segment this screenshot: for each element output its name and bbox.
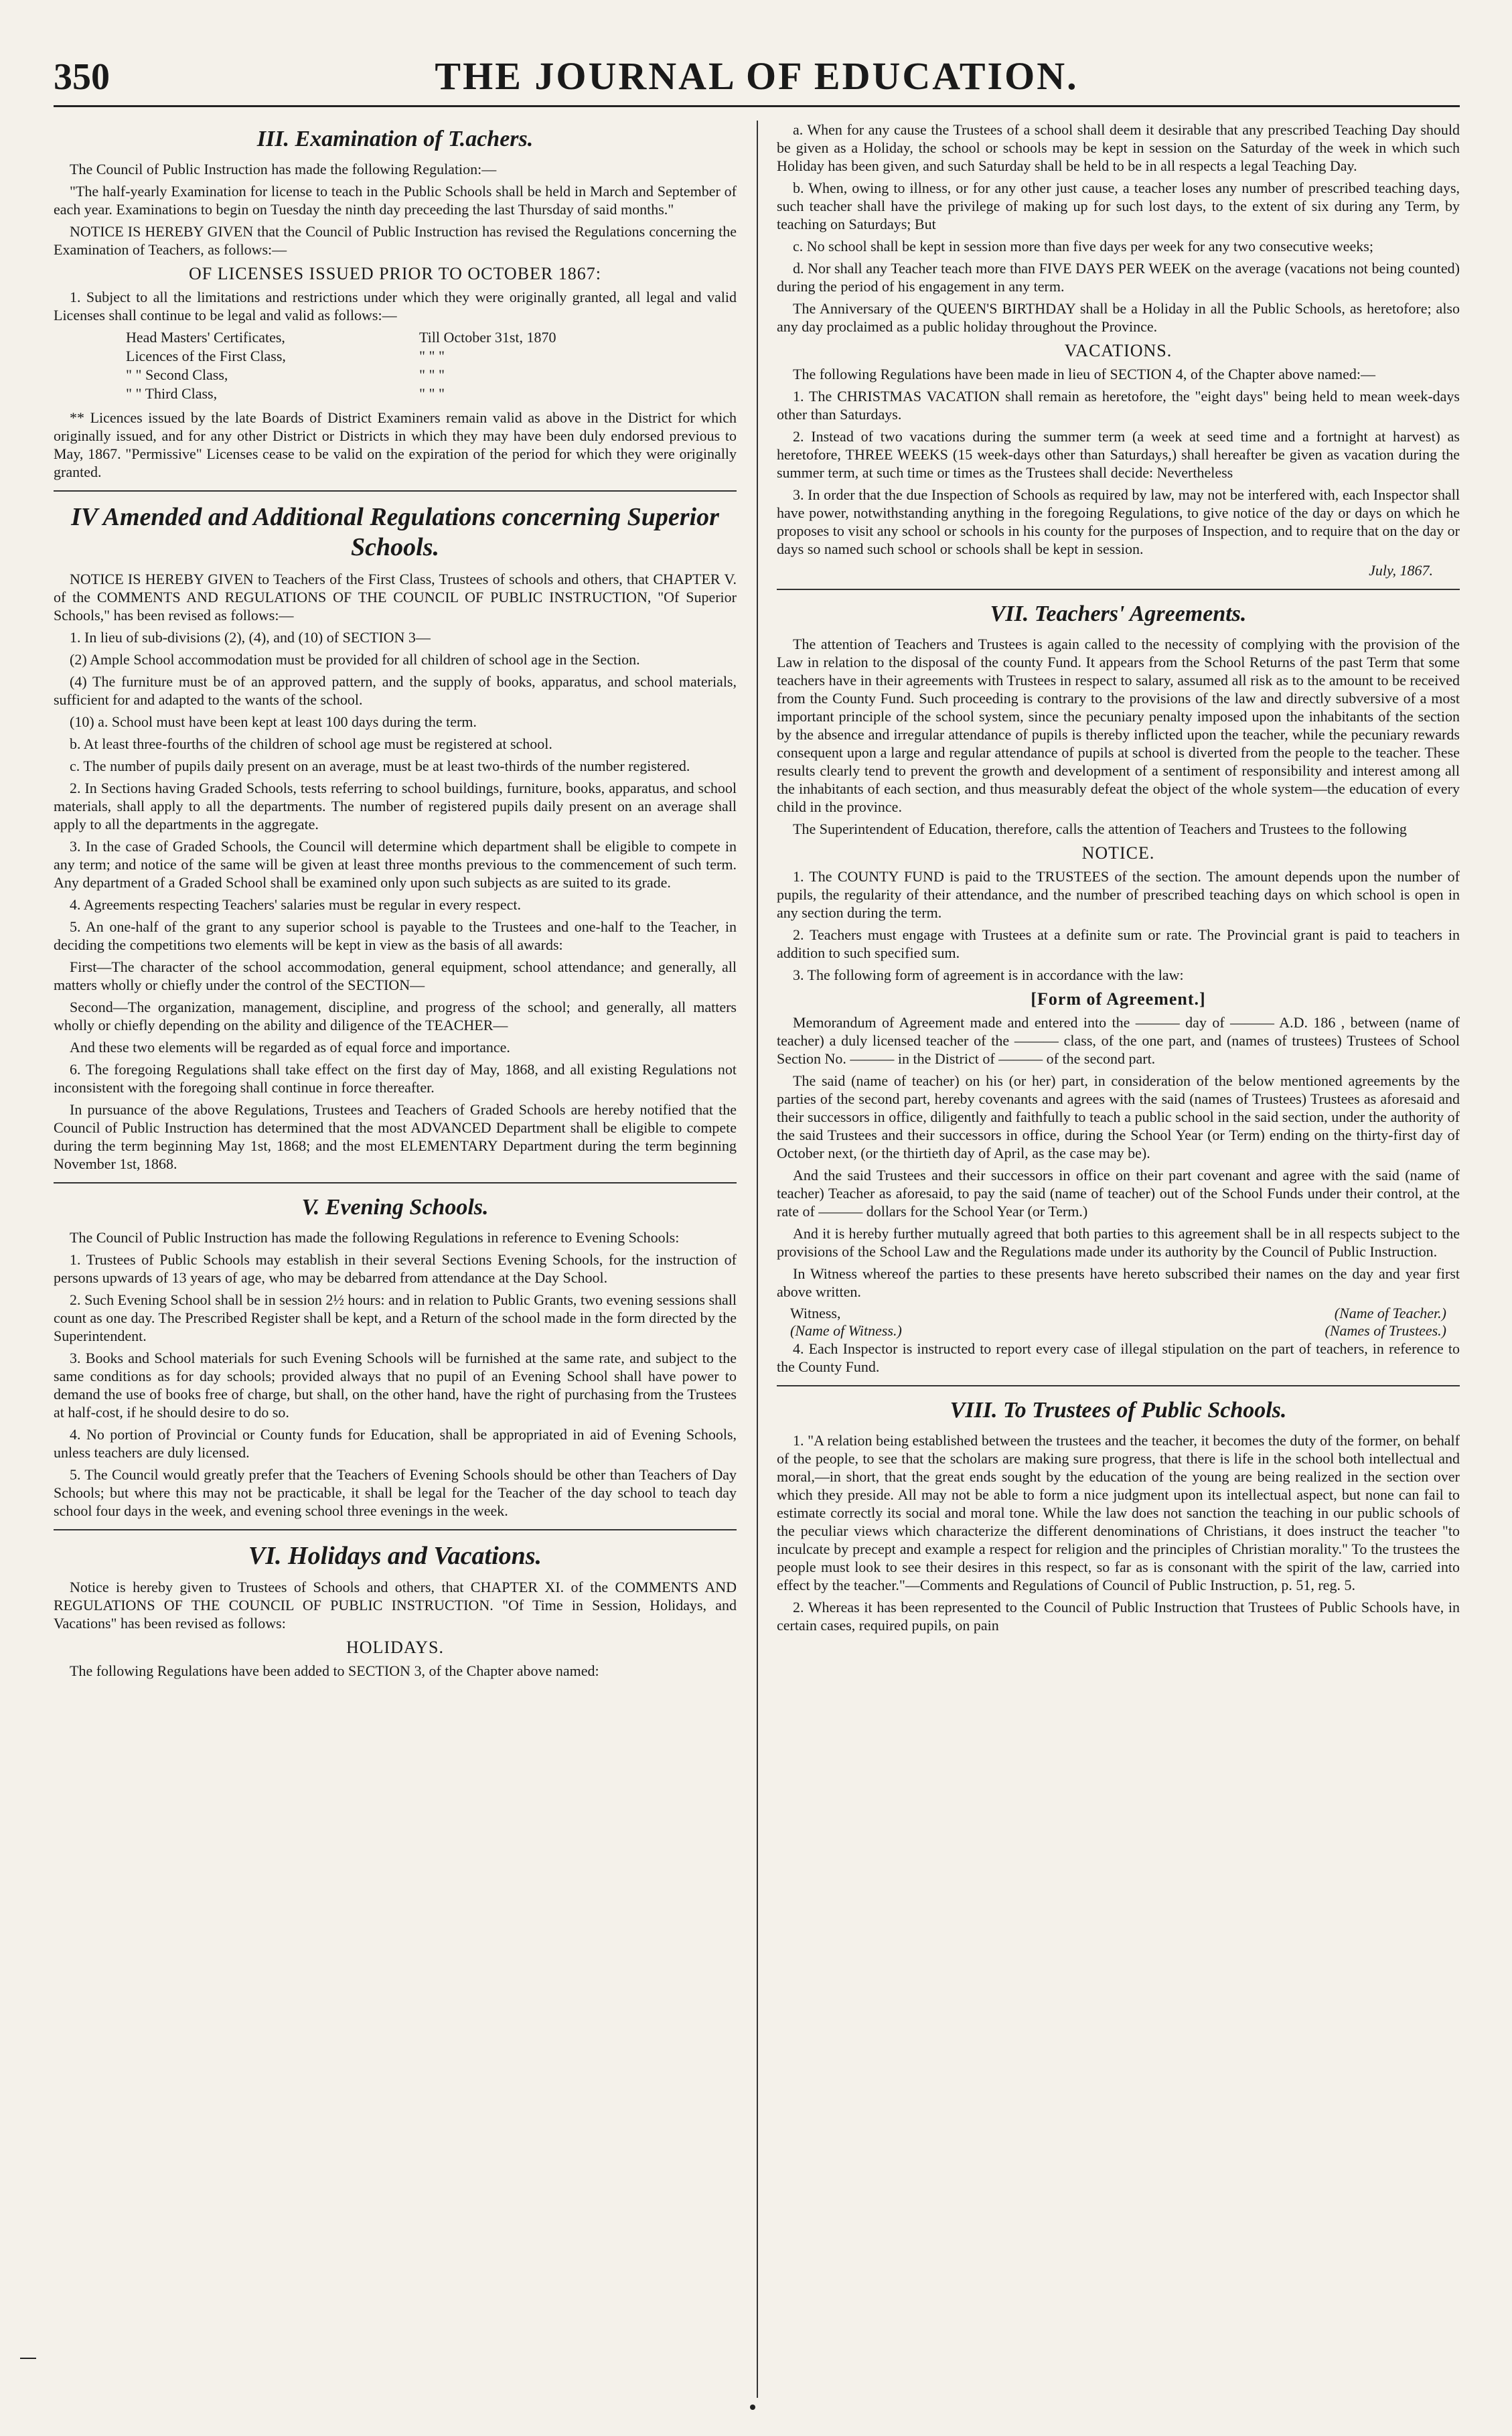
paragraph: 3. The following form of agreement is in accordance with the law: xyxy=(793,966,1184,983)
paragraph: NOTICE IS HEREBY GIVEN that the Council of Public Instruction has revised the Regulations concerning the Examination of Teachers, as follows:— xyxy=(54,222,737,258)
section-agreements xyxy=(777,601,1460,1376)
sub-heading: OF LICENSES ISSUED PRIOR TO OCTOBER 1867: xyxy=(189,263,601,283)
paragraph: 5. The Council would greatly prefer that the Teachers of Evening Schools should be other than Teachers of Day Schools; but where this may not be practicable, it shall be legal for the Teacher of the day school to teach day school four days in the week, and evening school three evenings in the week. xyxy=(54,1465,737,1519)
form-heading: [Form of Agreement.] xyxy=(1031,989,1206,1009)
column-rule xyxy=(757,121,758,2398)
table-cell: " " " xyxy=(419,366,445,383)
paragraph: In pursuance of the above Regulations, Trustees and Teachers of Graded Schools are hereby notified that the Council of Public Instruction has determined that the most ADVANCED Department shall be eligible to compete during the term beginning May 1st, 1868; and the most ELEMENTARY Department during the term beginning November 1st, 1868. xyxy=(54,1100,737,1172)
section-divider xyxy=(777,589,1460,590)
paragraph: Second—The organization, management, discipline, and progress of the school; and generally, all matters wholly or chiefly depending on the ability and diligence of the TEACHER— xyxy=(54,998,737,1033)
paragraph: 2. Such Evening School shall be in session 2½ hours: and in relation to Public Grants, two evening sessions shall count as one day. The Prescribed Register shall be kept, and a Return of the school made in the form directed by the Superintendent. xyxy=(54,1291,737,1344)
paragraph: The Anniversary of the QUEEN'S BIRTHDAY shall be a Holiday in all the Public Schools, as heretofore; also any day proclaimed as a public holiday throughout the Province. xyxy=(777,300,1460,335)
paragraph: The following Regulations have been added to SECTION 3, of the Chapter above named: xyxy=(70,1662,599,1680)
section-divider xyxy=(777,1385,1460,1386)
table-row xyxy=(122,328,668,347)
paragraph: 3. In order that the due Inspection of Schools as required by law, may not be interfered with, each Inspector shall have power, notwithstanding anything in the foregoing Regulations, to give notice of the day or days on which he proposes to visit any school or schools in his county for the purposes of Inspection, and to require that on the day or days so named such school or schools shall be kept in session. xyxy=(777,486,1460,557)
page-number: 350 xyxy=(54,56,110,98)
witness-line xyxy=(777,1305,1460,1322)
paragraph: NOTICE IS HEREBY GIVEN to Teachers of the First Class, Trustees of schools and others, that CHAPTER V. of the COMMENTS AND REGULATIONS OF THE COUNCIL OF PUBLIC INSTRUCTION, "Of Superior Schools," has been revised as follows:— xyxy=(54,570,737,624)
paragraph: The following Regulations have been made in lieu of SECTION 4, of the Chapter above named:— xyxy=(793,366,1375,382)
paragraph: 2. In Sections having Graded Schools, tests referring to school buildings, furniture, books, apparatus, and school materials, shall apply to all the departments. The number of registered pupils daily present on an average shall apply to all the departments in the aggregate. xyxy=(54,779,737,833)
running-head xyxy=(54,27,1460,107)
table-cell: Till October 31st, 1870 xyxy=(419,328,556,346)
right-column xyxy=(777,121,1460,2398)
paragraph: 4. No portion of Provincial or County funds for Education, shall be appropriated in aid of Evening Schools, unless teachers are duly licensed. xyxy=(54,1425,737,1461)
license-table xyxy=(122,328,668,403)
paragraph: 2. Instead of two vacations during the summer term (a week at seed time and a fortnight at harvest) as heretofore, THREE WEEKS (15 week-days other than Saturdays,) shall hereafter be given as vacation during the summer term, at such time or times as the Trustees shall decide: Nevertheless xyxy=(777,428,1460,481)
paragraph: 1. Trustees of Public Schools may establish in their several Sections Evening Schools, for the instruction of persons upwards of 13 years of age, who may be debarred from attendance at the Day School. xyxy=(54,1250,737,1286)
table-row xyxy=(122,384,668,403)
table-cell: Head Masters' Certificates, xyxy=(126,328,285,346)
paragraph: The Council of Public Instruction has made the following Regulation:— xyxy=(70,160,497,177)
witness-label: Witness, xyxy=(790,1304,841,1321)
section-examination xyxy=(54,126,737,481)
paragraph: 5. An one-half of the grant to any superior school is payable to the Trustees and one-half to the Teacher, in deciding the competitions two elements will be kept in view as the basis of all awards: xyxy=(54,918,737,953)
paragraph: Notice is hereby given to Trustees of Schools and others, that CHAPTER XI. of the COMMENTS AND REGULATIONS OF THE COUNCIL OF PUBLIC INSTRUCTION. "Of Time in Session, Holidays, and Vacations" has been revised as follows: xyxy=(54,1579,737,1632)
paragraph: And the said Trustees and their successors in office on their part covenant and agree with the said (name of teacher) Teacher as aforesaid, to pay the said (name of teacher) out of the School Funds under their control, at the rate of ——— dollars for the School Year (or Term.) xyxy=(777,1166,1460,1220)
paragraph: Memorandum of Agreement made and entered into the ——— day of ——— A.D. 186 , between (name of teacher) a duly licensed teacher of the ——— class, of the one part, and (names of trustees) Trustees of School Section No. ——— in the District of ——— of the second part. xyxy=(777,1013,1460,1067)
section-divider xyxy=(54,1529,737,1530)
paragraph: The Council of Public Instruction has made the following Regulations in reference to Evening Schools: xyxy=(70,1228,680,1246)
paragraph: 2. Whereas it has been represented to the Council of Public Instruction that Trustees of Public Schools have, in certain cases, required pupils, on pain xyxy=(777,1598,1460,1634)
paragraph: 4. Agreements respecting Teachers' salaries must be regular in every respect. xyxy=(70,895,521,913)
left-column xyxy=(54,121,737,2398)
paragraph: 2. Teachers must engage with Trustees at a definite sum or rate. The Provincial grant is paid to teachers in addition to such specified sum. xyxy=(777,926,1460,961)
paragraph: 1. In lieu of sub-divisions (2), (4), and (10) of SECTION 3— xyxy=(70,628,431,646)
paragraph: 1. Subject to all the limitations and restrictions under which they were originally granted, all legal and valid Licenses shall continue to be legal and valid as follows:— xyxy=(54,288,737,324)
paragraph: The Superintendent of Education, therefore, calls the attention of Teachers and Trustees to the following xyxy=(793,820,1407,837)
section-evening-schools xyxy=(54,1194,737,1520)
journal-title: THE JOURNAL OF EDUCATION. xyxy=(435,54,1079,98)
printer-dot xyxy=(750,2405,755,2410)
signature-trustees: (Names of Trustees.) xyxy=(1325,1321,1446,1339)
section-trustees xyxy=(777,1397,1460,1634)
paragraph: b. At least three-fourths of the children of school age must be registered at school. xyxy=(70,735,552,752)
paragraph: The said (name of teacher) on his (or her) part, in consideration of the below mentioned agreements by the parties of the second part, hereby covenants and agrees with the said (names of Trustees) Trustees as aforesaid and their successors in office, diligently and faithfully to teach a public school in the said section, under the authority of the said Trustees and their successors in office, during the School Year (or Term) ending on the thirty-first day of October next, (or the thirtieth day of April, as the case may be). xyxy=(777,1072,1460,1161)
sub-heading: VACATIONS. xyxy=(1064,341,1173,360)
journal-page xyxy=(54,27,1460,2411)
paragraph: c. No school shall be kept in session more than five days per week for any two consecutive weeks; xyxy=(793,238,1373,255)
table-cell: " " " xyxy=(419,347,445,364)
signature-witness: (Name of Witness.) xyxy=(790,1321,902,1339)
paragraph: a. When for any cause the Trustees of a school shall deem it desirable that any prescribed Teaching Day should be given as a Holiday, the school or schools may be kept in session on the Saturday of the week in which such Holiday has been given, and such Saturday shall be held to be in all respects a legal Teaching Day. xyxy=(777,121,1460,174)
table-cell: " " " xyxy=(419,384,445,402)
table-cell: " " Second Class, xyxy=(126,366,228,383)
paragraph: First—The character of the school accommodation, general equipment, school attendance; and generally, all matters wholly or chiefly under the control of the SECTION— xyxy=(54,958,737,993)
paragraph: d. Nor shall any Teacher teach more than FIVE DAYS PER WEEK on the average (vacations not being counted) during the period of his engagement in any term. xyxy=(777,260,1460,295)
signature-teacher: (Name of Teacher.) xyxy=(1334,1304,1446,1321)
date-line: July, 1867. xyxy=(1369,562,1433,579)
table-cell: " " Third Class, xyxy=(126,384,218,402)
sub-heading: NOTICE. xyxy=(1081,843,1155,863)
paragraph: b. When, owing to illness, or for any other just cause, a teacher loses any number of prescribed teaching days, such teacher shall have the privilege of making up for such lost days, to the extent of six during any Term, by teaching on Saturdays; But xyxy=(777,180,1460,232)
paragraph: The attention of Teachers and Trustees is again called to the necessity of complying with the provision of the Law in relation to the disposal of the county Fund. It appears from the School Returns of the past Term that some teachers have in their agreements with Trustees in respect to salary, assumed all risk as to the amount to be received from the County Fund. Such proceeding is contrary to the provisions of the law and directly subversive of a most important principle of the school system, since the pecuniary penalty imposed upon the inhabitants of the section by the absence and irregular attendance of pupils is thereby inflicted upon the teacher, while the pecuniary rewards consequent upon a large and regular attendance of pupils at school is diverted from the people to the teacher. These results clearly tend to prevent the growth and development of a sentiment of responsibility and interest among all the inhabitants of each section, and thus measurably defeat the object of the whole system—the education of every child in the province. xyxy=(777,635,1460,815)
sub-heading: HOLIDAYS. xyxy=(346,1638,444,1658)
paragraph: (4) The furniture must be of an approved pattern, and the supply of books, apparatus, and school materials, sufficient for and adapted to the wants of the school. xyxy=(54,672,737,708)
paragraph: 6. The foregoing Regulations shall take effect on the first day of May, 1868, and all existing Regulations not inconsistent with the foregoing shall continue in force thereafter. xyxy=(54,1060,737,1096)
paragraph: 3. Books and School materials for such Evening Schools will be furnished at the same rate, and subject to the same conditions as for day schools; provided always that no pupil of an Evening School shall have power to demand the use of books free of charge, but shall, on the other hand, have the right of purchasing from the Trustees at half-cost, if he should desire to do so. xyxy=(54,1349,737,1421)
signature-line xyxy=(777,1322,1460,1340)
section-heading: VI. Holidays and Vacations. xyxy=(248,1541,542,1570)
paragraph: 1. The COUNTY FUND is paid to the TRUSTEES of the section. The amount depends upon the number of pupils, the regularity of their attendance, and the number of prescribed teaching days on which school is open in any section during the term. xyxy=(777,867,1460,921)
section-heading: III. Examination of T.achers. xyxy=(256,127,534,151)
paragraph: 3. In the case of Graded Schools, the Council will determine which department shall be eligible to compete in any term; and notice of the same will be given at least three months previous to the commencement of such term. Any department of a Graded School shall be examined only upon such subjects as are suited to its grade. xyxy=(54,837,737,891)
section-heading: VII. Teachers' Agreements. xyxy=(990,601,1247,626)
section-holidays xyxy=(54,1541,737,1680)
table-cell: Licences of the First Class, xyxy=(126,347,286,364)
section-heading: VIII. To Trustees of Public Schools. xyxy=(950,1397,1287,1423)
paragraph: "The half-yearly Examination for license to teach in the Public Schools shall be held in March and September of each year. Examinations to begin on Tuesday the ninth day preceeding the last Thursday of said months." xyxy=(54,182,737,218)
section-heading: IV Amended and Additional Regulations concerning Superior Schools. xyxy=(71,502,719,562)
paragraph: 1. "A relation being established between the trustees and the teacher, it becomes the duty of the former, on behalf of the people, to see that the scholars are making sure progress, that there is life in the school both intellectual and moral,—in short, that the great ends sought by the education of the young are being realized in the section over which they preside. All may not be able to form a nice judgment upon its intellectual aspect, but none can fail to estimate correctly its social and moral tone. While the law does not sanction the teaching in our public schools of the peculiar views which characterize the different denominations of Christians, it does instruct the teacher "to inculcate by precept and example a respect for religion and the principles of Christian morality." To the trustees the people must look to see their desires in this respect, so far as is consonant with the spirit of the law, carried into effect by the teacher."—Comments and Regulations of Council of Public Instruction, p. 51, reg. 5. xyxy=(777,1431,1460,1593)
table-row xyxy=(122,366,668,384)
paragraph: And it is hereby further mutually agreed that both parties to this agreement shall be in all respects subject to the provisions of the School Law and the Regulations made under its authority by the Council of Public Instruction. xyxy=(777,1224,1460,1260)
paragraph: (10) a. School must have been kept at least 100 days during the term. xyxy=(70,713,477,730)
paragraph: And these two elements will be regarded as of equal force and importance. xyxy=(70,1038,510,1056)
paragraph: (2) Ample School accommodation must be provided for all children of school age in the Section. xyxy=(70,650,640,668)
paragraph: In Witness whereof the parties to these presents have hereto subscribed their names on the day and year first above written. xyxy=(777,1265,1460,1300)
paragraph: 1. The CHRISTMAS VACATION shall remain as heretofore, the "eight days" being held to mean week-days other than Saturdays. xyxy=(777,388,1460,423)
paragraph: ** Licences issued by the late Boards of District Examiners remain valid as above in the District for which originally issued, and for any other District or Districts in which they may have been duly endorsed previous to May, 1867. "Permissive" Licenses cease to be valid on the expiration of the period for which they were originally granted. xyxy=(54,409,737,480)
section-divider xyxy=(54,490,737,492)
section-divider xyxy=(54,1182,737,1184)
section-holidays-continued xyxy=(777,121,1460,579)
columns xyxy=(54,121,1460,2398)
margin-mark xyxy=(20,2358,36,2359)
paragraph: 4. Each Inspector is instructed to report every case of illegal stipulation on the part of teachers, in reference to the County Fund. xyxy=(777,1340,1460,1375)
paragraph: c. The number of pupils daily present on an average, must be at least two-thirds of the number registered. xyxy=(70,757,690,774)
section-heading: V. Evening Schools. xyxy=(301,1194,489,1220)
table-row xyxy=(122,347,668,366)
section-superior-schools xyxy=(54,502,737,1173)
